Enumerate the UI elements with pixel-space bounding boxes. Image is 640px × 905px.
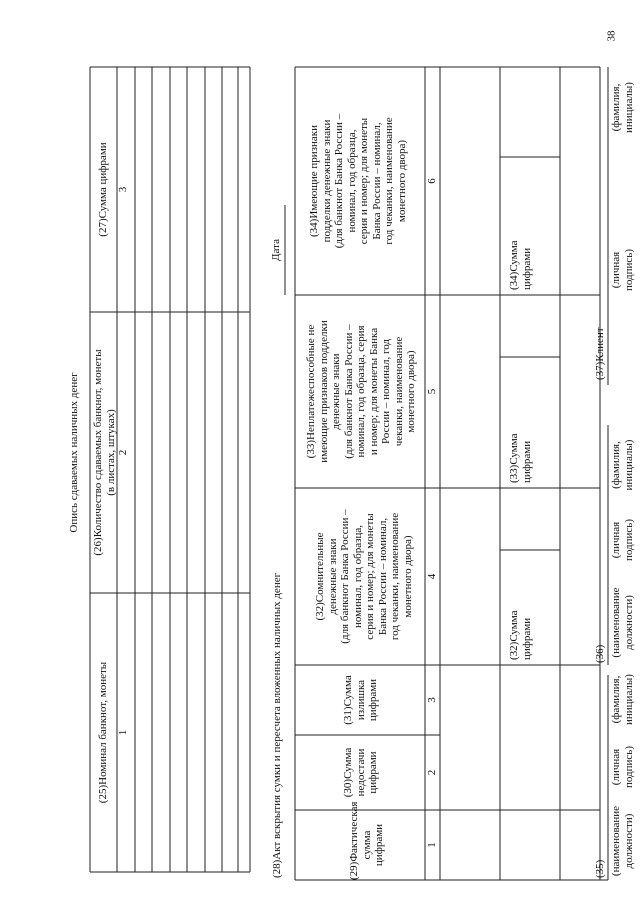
act-col-number-6: 6: [426, 178, 438, 184]
sig36-signature-caption: (личная подпись): [610, 519, 635, 562]
inventory-col3-header: (27)Сумма цифрами: [97, 142, 109, 237]
inventory-col1-header: (25)Номинал банкнот, монеты: [97, 661, 109, 804]
act-title: (28)Акт вскрытия сумки и пересчета вложенных наличных денег: [271, 572, 283, 878]
act-sum33-label: (33)Сумма цифрами: [508, 433, 533, 483]
act-sum34-label: (34)Сумма цифрами: [508, 240, 533, 290]
signature-lines: [560, 67, 608, 880]
signature-number-35: (35): [594, 859, 606, 878]
sig35-signature-caption: (личная подпись): [610, 746, 635, 789]
sig35-name-caption: (фамилия, инициалы): [610, 674, 635, 725]
signature-client-label: (37)Клиент: [594, 327, 606, 380]
act-col-number-3: 3: [426, 697, 438, 703]
act-col-number-4: 4: [426, 573, 438, 580]
act-col-number-1: 1: [426, 842, 438, 848]
act-col-number-5: 5: [426, 388, 438, 395]
sig35-position-caption: (наименование должности): [610, 805, 635, 877]
inventory-title: Опись сдаваемых наличных денег: [68, 372, 80, 533]
act-date-label: Дата: [270, 239, 282, 261]
act-col34-header: (34)Имеющие признаки подделки денежные знаки (для банкнот Банка России – номинал, год образца, серия и номер; для монеты Банка России – номинал, год чеканки, наименование монетного двора): [308, 113, 408, 249]
sig37-name-caption: (фамилия, инициалы): [610, 82, 635, 133]
act-col29-header: (29)Фактическая сумма цифрами: [348, 801, 385, 880]
act-col-number-2: 2: [426, 769, 438, 776]
act-sum32-label: (32)Сумма цифрами: [508, 610, 533, 660]
act-col33-header: (33)Неплатежеспособные не имеющие признаков подделки денежные знаки (для банкнот Банка России – номинал, год образца, серия и номер; для монеты Банка России – номинал, год чеканки, наименование монетного двора): [305, 320, 417, 463]
inventory-col-number-3: 3: [117, 186, 129, 193]
inventory-col-number-1: 1: [117, 729, 129, 736]
page-number: 38: [605, 30, 618, 42]
sig36-position-caption: (наименование должности): [610, 587, 635, 658]
inventory-col2-header: (26)Количество сдаваемых банкнот, монеты (в листах, штуках): [92, 349, 117, 556]
sig37-signature-caption: (личная подпись): [610, 249, 635, 292]
inventory-col-number-2: 2: [117, 449, 129, 456]
signature-number-36: (36): [594, 644, 606, 663]
act-col30-header: (30)Сумма недостачи цифрами: [342, 747, 379, 798]
sig36-name-caption: (фамилия, инициалы): [610, 439, 635, 491]
act-col32-header: (32)Сомнительные денежные знаки (для банкнот Банка России – номинал, год образца, серия и номер; для монеты Банка России – номинал, год чеканки, наименование монетного двора): [314, 509, 414, 644]
act-col31-header: (31)Сумма излишка цифрами: [342, 675, 379, 725]
